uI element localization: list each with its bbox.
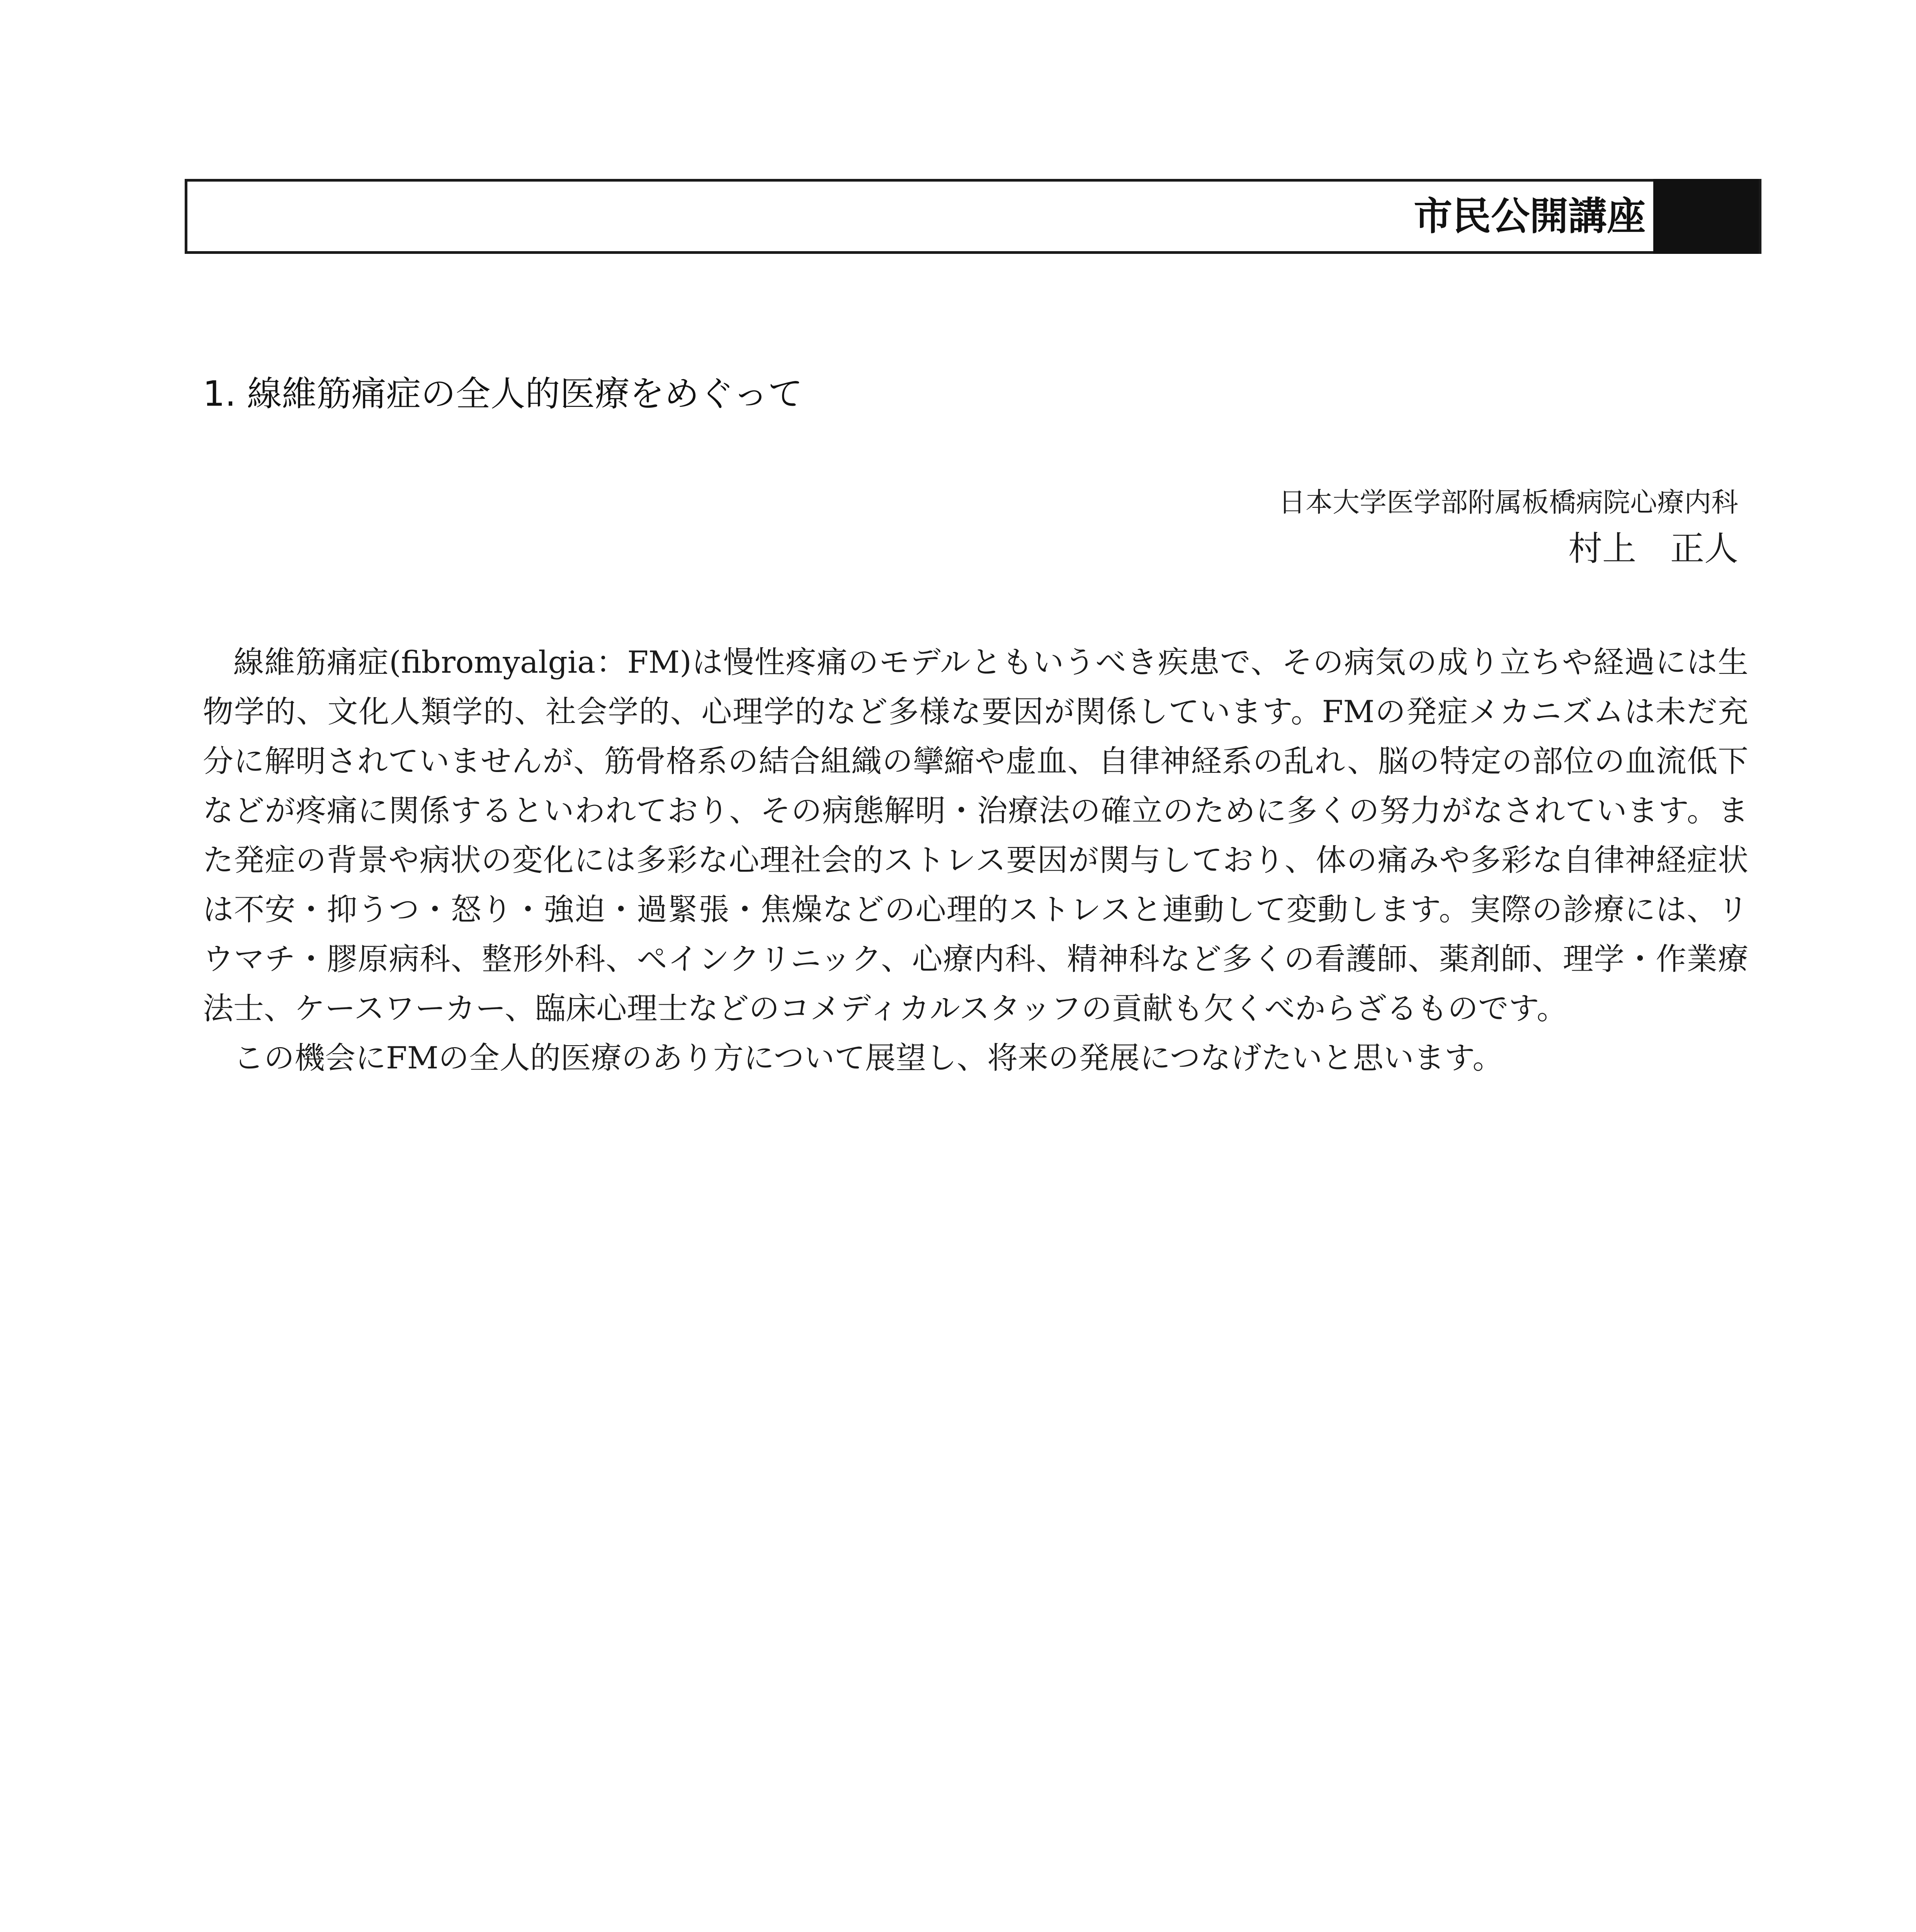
author-affiliation: 日本大学医学部附属板橋病院心療内科 — [1278, 486, 1738, 518]
article-heading: 1. 線維筋痛症の全人的医療をめぐって — [203, 374, 803, 414]
article-body — [203, 638, 1748, 1083]
body-paragraph: この機会にFMの全人的医療のあり方について展望し、将来の発展につなげたいと思います。 — [233, 1040, 1503, 1076]
header-black-tab — [1653, 179, 1759, 254]
author-name: 村上 正人 — [1568, 529, 1738, 568]
section-header-title: 市民公開講座 — [1414, 194, 1646, 239]
body-paragraph: 線維筋痛症(fibromyalgia：FM)は慢性疼痛のモデルともいうべき疾患で、その病気の成り立ちや経過には生物学的、文化人類学的、社会学的、心理学的など多様な要因が関係しています。FMの発症メカニズムは未だ充分に解明されていませんが、筋骨格系の結合組織の攣縮や虚血、自律神経系の乱れ、脳の特定の部位の血流低下などが疼痛に関係するといわれており、その病態解明・治療法の確立のために多くの努力がなされています。また発症の背景や病状の変化には多彩な心理社会的ストレス要因が関与しており、体の痛みや多彩な自律神経症状は不安・抑うつ・怒り・強迫・過緊張・焦燥などの心理的ストレスと連動して変動します。実際の診療には、リウマチ・膠原病科、整形外科、ペインクリニック、心療内科、精神科など多くの看護師、薬剤師、理学・作業療法士、ケースワーカー、臨床心理士などのコメディカルスタッフの貢献も欠くべからざるものです。 — [203, 645, 1748, 1026]
section-header-box — [185, 179, 1761, 254]
